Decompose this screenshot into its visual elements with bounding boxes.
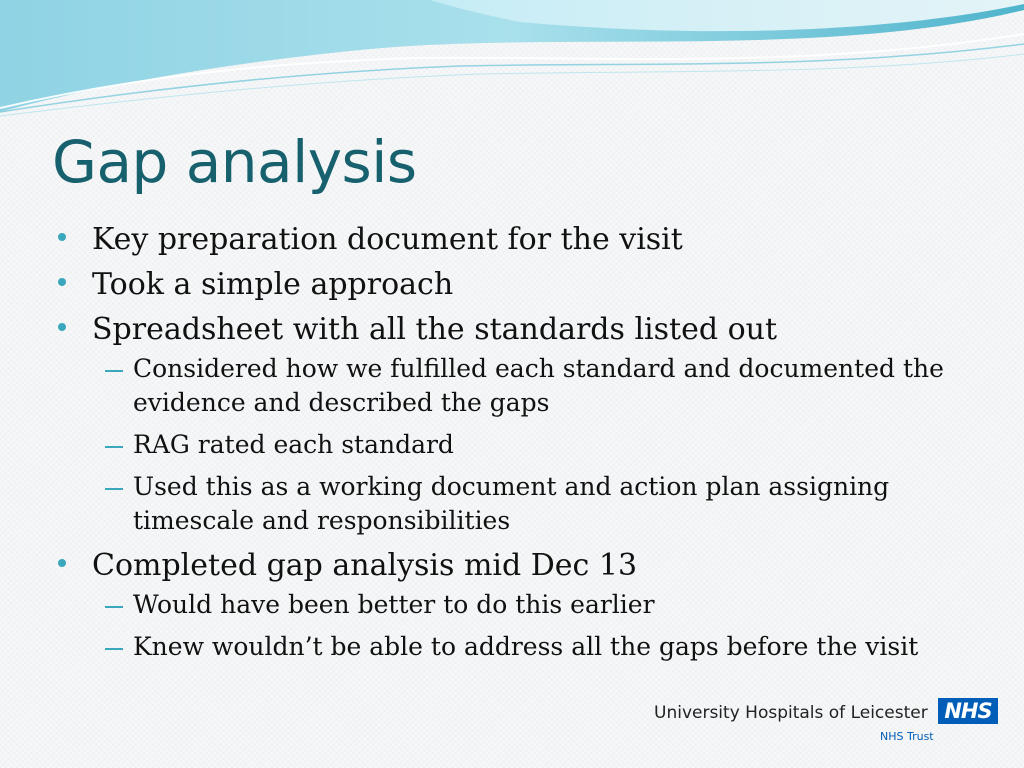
sub-bullet-list bbox=[92, 352, 956, 538]
bullet-text: Took a simple approach bbox=[92, 267, 454, 302]
sub-bullet-item bbox=[92, 470, 956, 538]
bullet-dot-icon bbox=[58, 559, 66, 567]
dash-icon bbox=[105, 446, 123, 448]
dash-icon bbox=[105, 370, 123, 372]
bullet-item bbox=[56, 546, 956, 664]
bullet-text: Spreadsheet with all the standards listed out bbox=[92, 312, 778, 347]
uhl-nhs-logo bbox=[654, 697, 1004, 749]
sub-bullet-item bbox=[92, 630, 956, 664]
header-wave-decoration bbox=[0, 0, 1024, 120]
slide-title: Gap analysis bbox=[52, 128, 417, 196]
dash-icon bbox=[105, 648, 123, 650]
bullet-text: Completed gap analysis mid Dec 13 bbox=[92, 548, 638, 583]
sub-bullet-list bbox=[92, 588, 956, 664]
nhs-trust-label: NHS Trust bbox=[880, 730, 934, 743]
sub-bullet-text: Considered how we fulfilled each standard and documented the evidence and described the gaps bbox=[133, 354, 944, 417]
dash-icon bbox=[105, 488, 123, 490]
bullet-item bbox=[56, 310, 956, 538]
bullet-item bbox=[56, 220, 956, 260]
bullet-text: Key preparation document for the visit bbox=[92, 222, 683, 257]
nhs-logo-mark: NHS bbox=[938, 698, 998, 724]
bullet-dot-icon bbox=[58, 233, 66, 241]
sub-bullet-text: Would have been better to do this earlier bbox=[133, 590, 655, 619]
sub-bullet-text: Used this as a working document and action plan assigning timescale and responsibilities bbox=[133, 472, 890, 535]
bullet-dot-icon bbox=[58, 278, 66, 286]
bullet-list bbox=[56, 220, 956, 672]
dash-icon bbox=[105, 606, 123, 608]
organisation-name: University Hospitals of Leicester bbox=[654, 703, 928, 723]
sub-bullet-item bbox=[92, 428, 956, 462]
sub-bullet-text: Knew wouldn’t be able to address all the gaps before the visit bbox=[133, 632, 919, 661]
sub-bullet-item bbox=[92, 588, 956, 622]
bullet-item bbox=[56, 265, 956, 305]
sub-bullet-item bbox=[92, 352, 956, 420]
sub-bullet-text: RAG rated each standard bbox=[133, 430, 454, 459]
bullet-dot-icon bbox=[58, 323, 66, 331]
